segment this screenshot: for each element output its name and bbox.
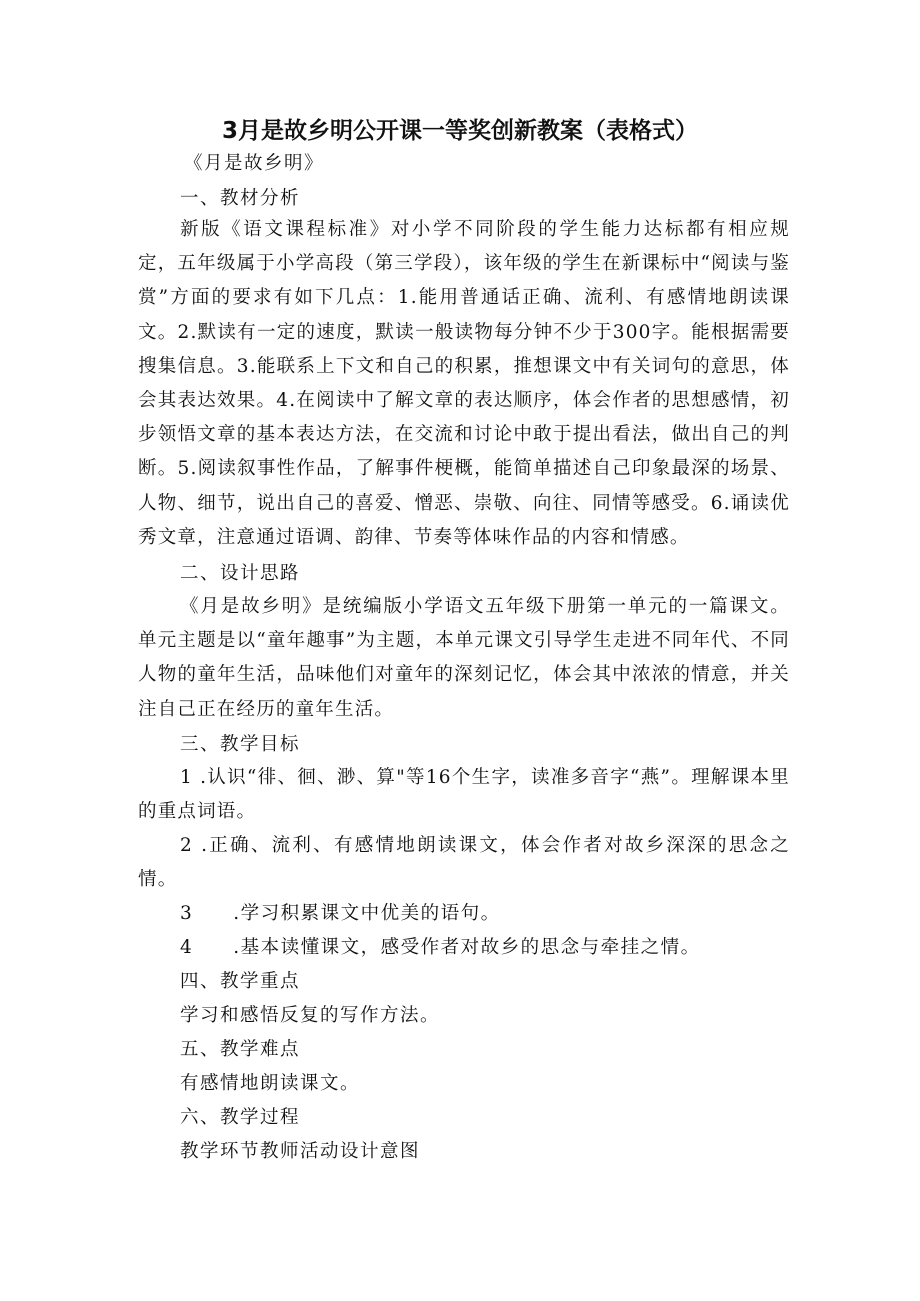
section-heading-design-idea: 二、设计思路: [180, 563, 301, 584]
teaching-goal-item: 3 .学习积累课文中优美的语句。: [180, 903, 501, 924]
teaching-goal-item: 1 .认识“徘、徊、渺、算"等16个生字，读准多音字“燕”。理解课本里的重点词语。: [138, 767, 790, 823]
lesson-subtitle: 《月是故乡明》: [184, 153, 325, 174]
process-table-header: 教学环节教师活动设计意图: [180, 1141, 421, 1162]
section-heading-teaching-difficulty: 五、教学难点: [180, 1039, 301, 1060]
section-body-textbook-analysis: 新版《语文课程标准》对小学不同阶段的学生能力达标都有相应规定，五年级属于小学高段（第三学段），该年级的学生在新课标中“阅读与鉴赏”方面的要求有如下几点：1.能用普通话正确、流利、有感情地朗读课文。2.默读有一定的速度，默读一般读物每分钟不少于300字。能根据需要搜集信息。3.能联系上下文和自己的积累，推想课文中有关词句的意思，体会其表达效果。4.在阅读中了解文章的表达顺序，体会作者的思想感情，初步领悟文章的基本表达方法，在交流和讨论中敢于提出看法，做出自己的判断。5.阅读叙事性作品，了解事件梗概，能简单描述自己印象最深的场景、人物、细节，说出自己的喜爱、憎恶、崇敬、向往、同情等感受。6.诵读优秀文章，注意通过语调、韵律、节奏等体味作品的内容和情感。: [138, 219, 790, 548]
teaching-goal-item: 2 .正确、流利、有感情地朗读课文，体会作者对故乡深深的思念之情。: [138, 835, 790, 891]
section-heading-teaching-focus: 四、教学重点: [180, 971, 301, 992]
teaching-goal-item: 4 .基本读懂课文，感受作者对故乡的思念与牵挂之情。: [180, 937, 701, 958]
section-body-teaching-difficulty: 有感情地朗读课文。: [180, 1073, 361, 1094]
document-title: 3月是故乡明公开课一等奖创新教案（表格式）: [221, 118, 698, 144]
section-body-design-idea: 《月是故乡明》是统编版小学语文五年级下册第一单元的一篇课文。单元主题是以“童年趣事”为主题，本单元课文引导学生走进不同年代、不同人物的童年生活，品味他们对童年的深刻记忆，体会其中浓浓的情意，并关注自己正在经历的童年生活。: [138, 596, 790, 720]
section-heading-textbook-analysis: 一、教材分析: [180, 188, 301, 209]
section-body-teaching-focus: 学习和感悟反复的写作方法。: [180, 1005, 441, 1026]
section-heading-teaching-process: 六、教学过程: [180, 1107, 301, 1128]
section-heading-teaching-goals: 三、教学目标: [180, 734, 301, 755]
